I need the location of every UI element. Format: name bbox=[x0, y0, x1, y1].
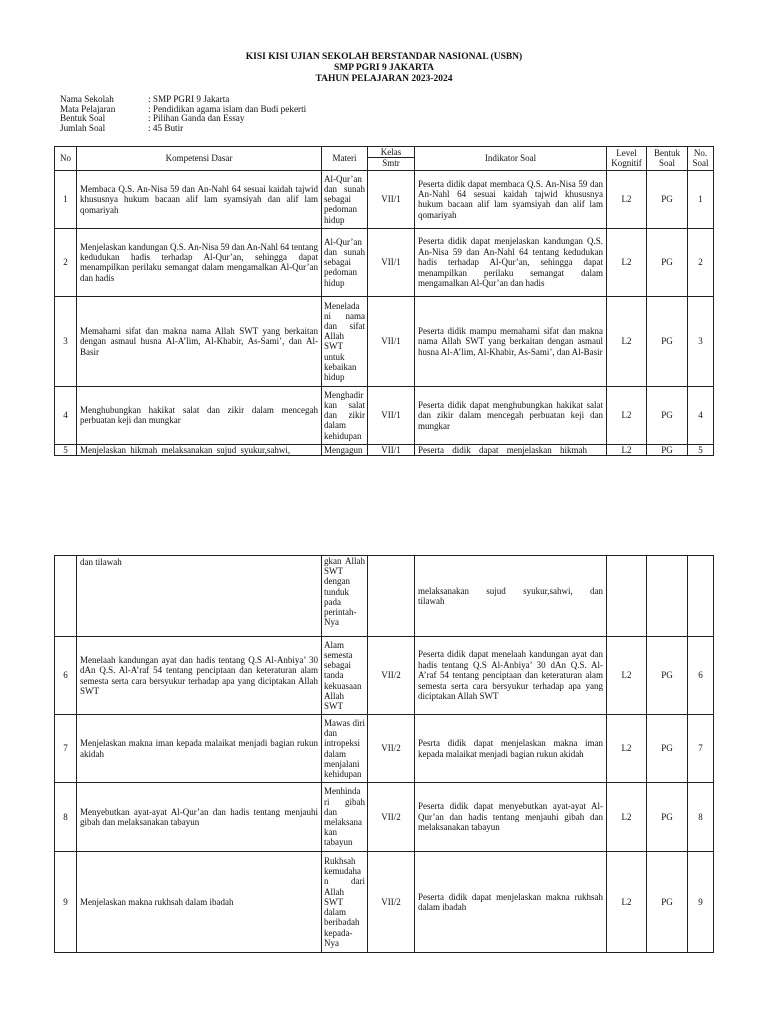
cell-indikator: Peserta didik dapat menghubungkan hakikat salat dan zikir dalam mencegah perbuatan keji dan mungkar bbox=[415, 386, 607, 444]
cell-nosoal: 4 bbox=[688, 386, 714, 444]
cell-bentuk: PG bbox=[647, 852, 688, 953]
cell-kelas: VII/2 bbox=[368, 715, 415, 783]
cell-level: L2 bbox=[607, 386, 647, 444]
cell-level bbox=[607, 556, 647, 637]
info-value: : Pilihan Ganda dan Essay bbox=[148, 113, 245, 124]
table-header-row bbox=[55, 147, 714, 171]
col-header-materi: Materi bbox=[322, 147, 368, 171]
col-header-bentuk: Bentuk Soal bbox=[647, 147, 688, 171]
cell-no bbox=[55, 556, 77, 637]
cell-kompetensi: Menelaah kandungan ayat dan hadis tentang Q.S Al-Anbiya’ 30 dAn Q.S. Al-A’raf 54 tentang penciptaan dan keteraturan alam semesta serta cara bersyukur terhadap apa yang diciptakan Allah SWT bbox=[77, 637, 322, 715]
cell-materi: Mawas diri dan intropeksi dalam menjalani kehidupan bbox=[322, 715, 368, 783]
cell-level: L2 bbox=[607, 228, 647, 296]
cell-indikator: Peserta didik mampu memahami sifat dan makna nama Allah SWT yang berkaitan dengan asmaul husna Al-A’lim, Al-Khabir, As-Sami’, dan Al-Basir bbox=[415, 296, 607, 386]
cell-kelas: VII/2 bbox=[368, 783, 415, 852]
cell-nosoal: 8 bbox=[688, 783, 714, 852]
document-title bbox=[0, 52, 768, 85]
cell-bentuk: PG bbox=[647, 444, 688, 455]
cell-kelas: VII/1 bbox=[368, 170, 415, 228]
cell-indikator: melaksanakan sujud syukur,sahwi, dan tilawah bbox=[415, 556, 607, 637]
cell-materi: Al-Qur’an dan sunah sebagai pedoman hidup bbox=[322, 170, 368, 228]
cell-materi: Al-Qur’an dan sunah sebagai pedoman hidup bbox=[322, 228, 368, 296]
title-line-2: SMP PGRI 9 JAKARTA bbox=[333, 63, 435, 73]
cell-indikator: Peserta didik dapat menjelaskan kandungan Q.S. An-Nisa 59 dan An-Nahl 64 tentang kedudukan hadis terhadap Al-Qur’an, sehingga dapat menampilkan perilaku semangat dalam mengamalkan Al-Qur’an dan hadis bbox=[415, 228, 607, 296]
info-label: Nama Sekolah bbox=[60, 94, 114, 104]
cell-materi: Alam semesta sebagai tanda kekuasaan Allah SWT bbox=[322, 637, 368, 715]
cell-kelas: VII/1 bbox=[368, 228, 415, 296]
cell-materi: Menghadir kan salat dan zikir dalam kehidupan bbox=[322, 386, 368, 444]
cell-kelas: VII/2 bbox=[368, 852, 415, 953]
cell-bentuk: PG bbox=[647, 228, 688, 296]
col-header-kelas-bottom: Smtr bbox=[382, 158, 400, 169]
cell-bentuk: PG bbox=[647, 783, 688, 852]
table-row bbox=[55, 852, 714, 953]
cell-kompetensi: Menjelaskan makna iman kepada malaikat menjadi bagian rukun akidah bbox=[77, 715, 322, 783]
school-info bbox=[60, 95, 306, 133]
info-row bbox=[60, 124, 306, 134]
info-label: Jumlah Soal bbox=[60, 122, 106, 133]
cell-nosoal: 1 bbox=[688, 170, 714, 228]
cell-indikator: Peserta didik dapat menelaah kandungan ayat dan hadis tentang Q.S Al-Anbiya’ 30 dAn Q.S. Al-A’raf 54 tentang penciptaan dan keteraturan alam semesta serta cara bersyukur terhadap apa yang diciptakan Allah SWT bbox=[415, 637, 607, 715]
cell-materi: Rukhsah kemudaha n dari Allah SWT dalam beribadah kepada-Nya bbox=[322, 852, 368, 953]
cell-kompetensi: Menjelaskan hikmah melaksanakan sujud syukur,sahwi, bbox=[77, 444, 322, 455]
cell-nosoal: 6 bbox=[688, 637, 714, 715]
cell-bentuk: PG bbox=[647, 637, 688, 715]
cell-bentuk: PG bbox=[647, 715, 688, 783]
info-label: Mata Pelajaran bbox=[60, 103, 116, 114]
cell-level: L2 bbox=[607, 170, 647, 228]
cell-bentuk: PG bbox=[647, 296, 688, 386]
cell-indikator: Peserta didik dapat menjelaskan hikmah bbox=[415, 444, 607, 455]
col-header-kelas-top: Kelas bbox=[368, 148, 414, 158]
cell-no: 3 bbox=[55, 296, 77, 386]
cell-indikator: Peserta didik dapat membaca Q.S. An-Nisa 59 dan An-Nahl 64 sesuai kaidah tajwid khususnya hukum bacaan alif lam syamsiyah dan alif lam qomariyah bbox=[415, 170, 607, 228]
cell-no: 1 bbox=[55, 170, 77, 228]
kisi-kisi-table-page-2 bbox=[54, 555, 714, 953]
cell-no: 5 bbox=[55, 444, 77, 455]
col-header-no: No bbox=[55, 147, 77, 171]
table-row bbox=[55, 296, 714, 386]
cell-bentuk: PG bbox=[647, 170, 688, 228]
table-row bbox=[55, 386, 714, 444]
col-header-kelas bbox=[368, 147, 415, 171]
info-value: : 45 Butir bbox=[148, 122, 184, 133]
cell-kompetensi: Menjelaskan makna rukhsah dalam ibadah bbox=[77, 852, 322, 953]
table-row-continuation bbox=[55, 556, 714, 637]
table-row bbox=[55, 715, 714, 783]
col-header-kompetensi: Kompetensi Dasar bbox=[77, 147, 322, 171]
cell-level: L2 bbox=[607, 783, 647, 852]
cell-materi: Menelada ni nama dan sifat Allah SWT untuk kebaikan hidup bbox=[322, 296, 368, 386]
cell-materi: Mengagun bbox=[322, 444, 368, 455]
col-header-nosoal: No. Soal bbox=[688, 147, 714, 171]
cell-no: 8 bbox=[55, 783, 77, 852]
cell-kompetensi: Menjelaskan kandungan Q.S. An-Nisa 59 dan An-Nahl 64 tentang kedudukan hadis terhadap Al-Qur’an, sehingga dapat menampilkan perilaku semangat dalam mengamalkan Al-Qur’an dan hadis bbox=[77, 228, 322, 296]
table-row bbox=[55, 170, 714, 228]
info-value: : Pendidikan agama islam dan Budi pekerti bbox=[148, 103, 307, 114]
cell-kelas: VII/1 bbox=[368, 386, 415, 444]
col-header-level: Level Kognitif bbox=[607, 147, 647, 171]
cell-nosoal: 9 bbox=[688, 852, 714, 953]
cell-nosoal: 2 bbox=[688, 228, 714, 296]
cell-kompetensi: Membaca Q.S. An-Nisa 59 dan An-Nahl 64 sesuai kaidah tajwid khususnya hukum bacaan alif lam syamsiyah dan alif lam qomariyah bbox=[77, 170, 322, 228]
col-header-indikator: Indikator Soal bbox=[415, 147, 607, 171]
cell-kompetensi: Menyebutkan ayat-ayat Al-Qur’an dan hadis tentang menjauhi gibah dan melaksanakan tabayun bbox=[77, 783, 322, 852]
cell-kelas: VII/2 bbox=[368, 637, 415, 715]
cell-materi: Menhinda ri gibah dan melaksana kan tabayun bbox=[322, 783, 368, 852]
cell-no: 4 bbox=[55, 386, 77, 444]
cell-level: L2 bbox=[607, 715, 647, 783]
cell-kelas: VII/1 bbox=[368, 444, 415, 455]
cell-no: 6 bbox=[55, 637, 77, 715]
cell-indikator: Peserta didik dapat menyebutkan ayat-ayat Al-Qur’an dan hadis tentang menjauhi gibah dan melaksanakan tabayun bbox=[415, 783, 607, 852]
cell-level: L2 bbox=[607, 444, 647, 455]
cell-kompetensi: Menghubungkan hakikat salat dan zikir dalam mencegah perbuatan keji dan mungkar bbox=[77, 386, 322, 444]
cell-indikator: Pesrta didik dapat menjelaskan makna iman kepada malaikat menjadi bagian rukun akidah bbox=[415, 715, 607, 783]
info-value: : SMP PGRI 9 Jakarta bbox=[148, 94, 230, 104]
info-label: Bentuk Soal bbox=[60, 113, 106, 124]
cell-materi: gkan Allah SWT dengan tunduk pada perintah-Nya bbox=[322, 556, 368, 637]
cell-no: 2 bbox=[55, 228, 77, 296]
title-line-1: KISI KISI UJIAN SEKOLAH BERSTANDAR NASIONAL (USBN) bbox=[245, 52, 523, 62]
cell-kompetensi: Memahami sifat dan makna nama Allah SWT yang berkaitan dengan asmaul husna Al-A’lim, Al-Khabir, As-Sami’, dan Al-Basir bbox=[77, 296, 322, 386]
cell-nosoal: 7 bbox=[688, 715, 714, 783]
title-line-3: TAHUN PELAJARAN 2023-2024 bbox=[315, 74, 453, 84]
cell-level: L2 bbox=[607, 296, 647, 386]
table-row bbox=[55, 637, 714, 715]
table-row bbox=[55, 228, 714, 296]
cell-no: 7 bbox=[55, 715, 77, 783]
cell-kelas bbox=[368, 556, 415, 637]
table-row bbox=[55, 783, 714, 852]
cell-bentuk: PG bbox=[647, 386, 688, 444]
table-row bbox=[55, 444, 714, 455]
cell-bentuk bbox=[647, 556, 688, 637]
cell-level: L2 bbox=[607, 637, 647, 715]
cell-nosoal bbox=[688, 556, 714, 637]
cell-no: 9 bbox=[55, 852, 77, 953]
cell-nosoal: 5 bbox=[688, 444, 714, 455]
kisi-kisi-table-page-1 bbox=[54, 146, 714, 456]
cell-nosoal: 3 bbox=[688, 296, 714, 386]
cell-kelas: VII/1 bbox=[368, 296, 415, 386]
cell-indikator: Peserta didik dapat menjelaskan makna rukhsah dalam ibadah bbox=[415, 852, 607, 953]
cell-kompetensi: dan tilawah bbox=[77, 556, 322, 637]
cell-level: L2 bbox=[607, 852, 647, 953]
